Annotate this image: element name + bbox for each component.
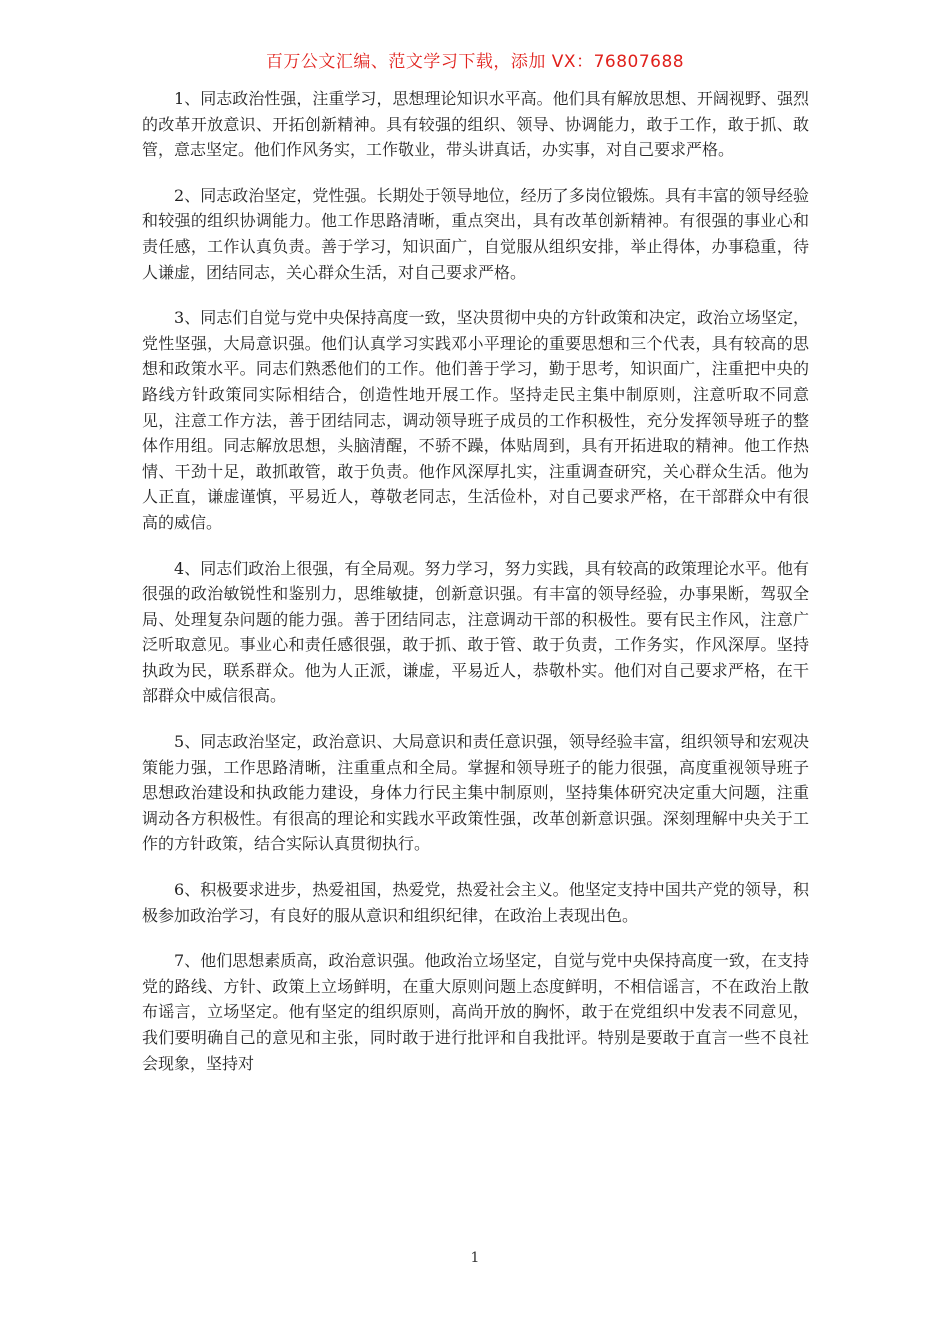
paragraph-1: 1、同志政治性强，注重学习，思想理论知识水平高。他们具有解放思想、开阔视野、强烈的改革开放意识、开拓创新精神。具有较强的组织、领导、协调能力，敢于工作，敢于抓、敢管，意志坚定。他们作风务实，工作敬业，带头讲真话，办实事，对自己要求严格。 [142,89,809,160]
paragraph-2: 2、同志政治坚定，党性强。长期处于领导地位，经历了多岗位锻炼。具有丰富的领导经验和较强的组织协调能力。他工作思路清晰，重点突出，具有改革创新精神。有很强的事业心和责任感，工作认真负责。善于学习，知识面广，自觉服从组织安排，举止得体，办事稳重，待人谦虚，团结同志，关心群众生活，对自己要求严格。 [142,185,809,282]
document-body [142,86,809,1096]
paragraph-6: 6、积极要求进步，热爱祖国，热爱党，热爱社会主义。他坚定支持中国共产党的领导，积极参加政治学习，有良好的服从意识和组织纪律，在政治上表现出色。 [142,880,809,925]
header-banner: 百万公文汇编、范文学习下载，添加 VX：76807688 [265,52,685,72]
paragraph-5: 5、同志政治坚定，政治意识、大局意识和责任意识强，领导经验丰富，组织领导和宏观决策能力强，工作思路清晰，注重重点和全局。掌握和领导班子的能力很强，高度重视领导班子思想政治建设和执政能力建设，身体力行民主集中制原则，坚持集体研究决定重大问题，注重调动各方积极性。有很高的理论和实践水平政策性强，改革创新意识强。深刻理解中央关于工作的方针政策，结合实际认真贯彻执行。 [142,732,809,854]
paragraph-4: 4、同志们政治上很强，有全局观。努力学习，努力实践，具有较高的政策理论水平。他有很强的政治敏锐性和鉴别力，思维敏捷，创新意识强。有丰富的领导经验，办事果断，驾驭全局、处理复杂问题的能力强。善于团结同志，注意调动干部的积极性。要有民主作风，注意广泛听取意见。事业心和责任感很强，敢于抓、敢于管、敢于负责，工作务实，作风深厚。坚持执政为民，联系群众。他为人正派，谦虚，平易近人，恭敬朴实。他们对自己要求严格，在干部群众中威信很高。 [142,558,809,706]
paragraph-7: 7、他们思想素质高，政治意识强。他政治立场坚定，自觉与党中央保持高度一致，在支持党的路线、方针、政策上立场鲜明，在重大原则问题上态度鲜明，不相信谣言，不在政治上散布谣言，立场坚定。他有坚定的组织原则，高尚开放的胸怀，敢于在党组织中发表不同意见，我们要明确自己的意见和主张，同时敢于进行批评和自我批评。特别是要敢于直言一些不良社会现象，坚持对 [142,951,809,1073]
page-number: 1 [470,1250,480,1266]
paragraph-3: 3、同志们自觉与党中央保持高度一致，坚决贯彻中央的方针政策和决定，政治立场坚定，党性坚强，大局意识强。他们认真学习实践邓小平理论的重要思想和三个代表，具有较高的思想和政策水平。同志们熟悉他们的工作。他们善于学习，勤于思考，知识面广，注重把中央的路线方针政策同实际相结合，创造性地开展工作。坚持走民主集中制原则，注意听取不同意见，注意工作方法，善于团结同志，调动领导班子成员的工作积极性，充分发挥领导班子的整体作用组。同志解放思想，头脑清醒，不骄不躁，体贴周到，具有开拓进取的精神。他工作热情、干劲十足，敢抓敢管，敢于负责。他作风深厚扎实，注重调查研究，关心群众生活。他为人正直，谦虚谨慎，平易近人，尊敬老同志，生活俭朴，对自己要求严格，在干部群众中有很高的威信。 [142,308,809,532]
